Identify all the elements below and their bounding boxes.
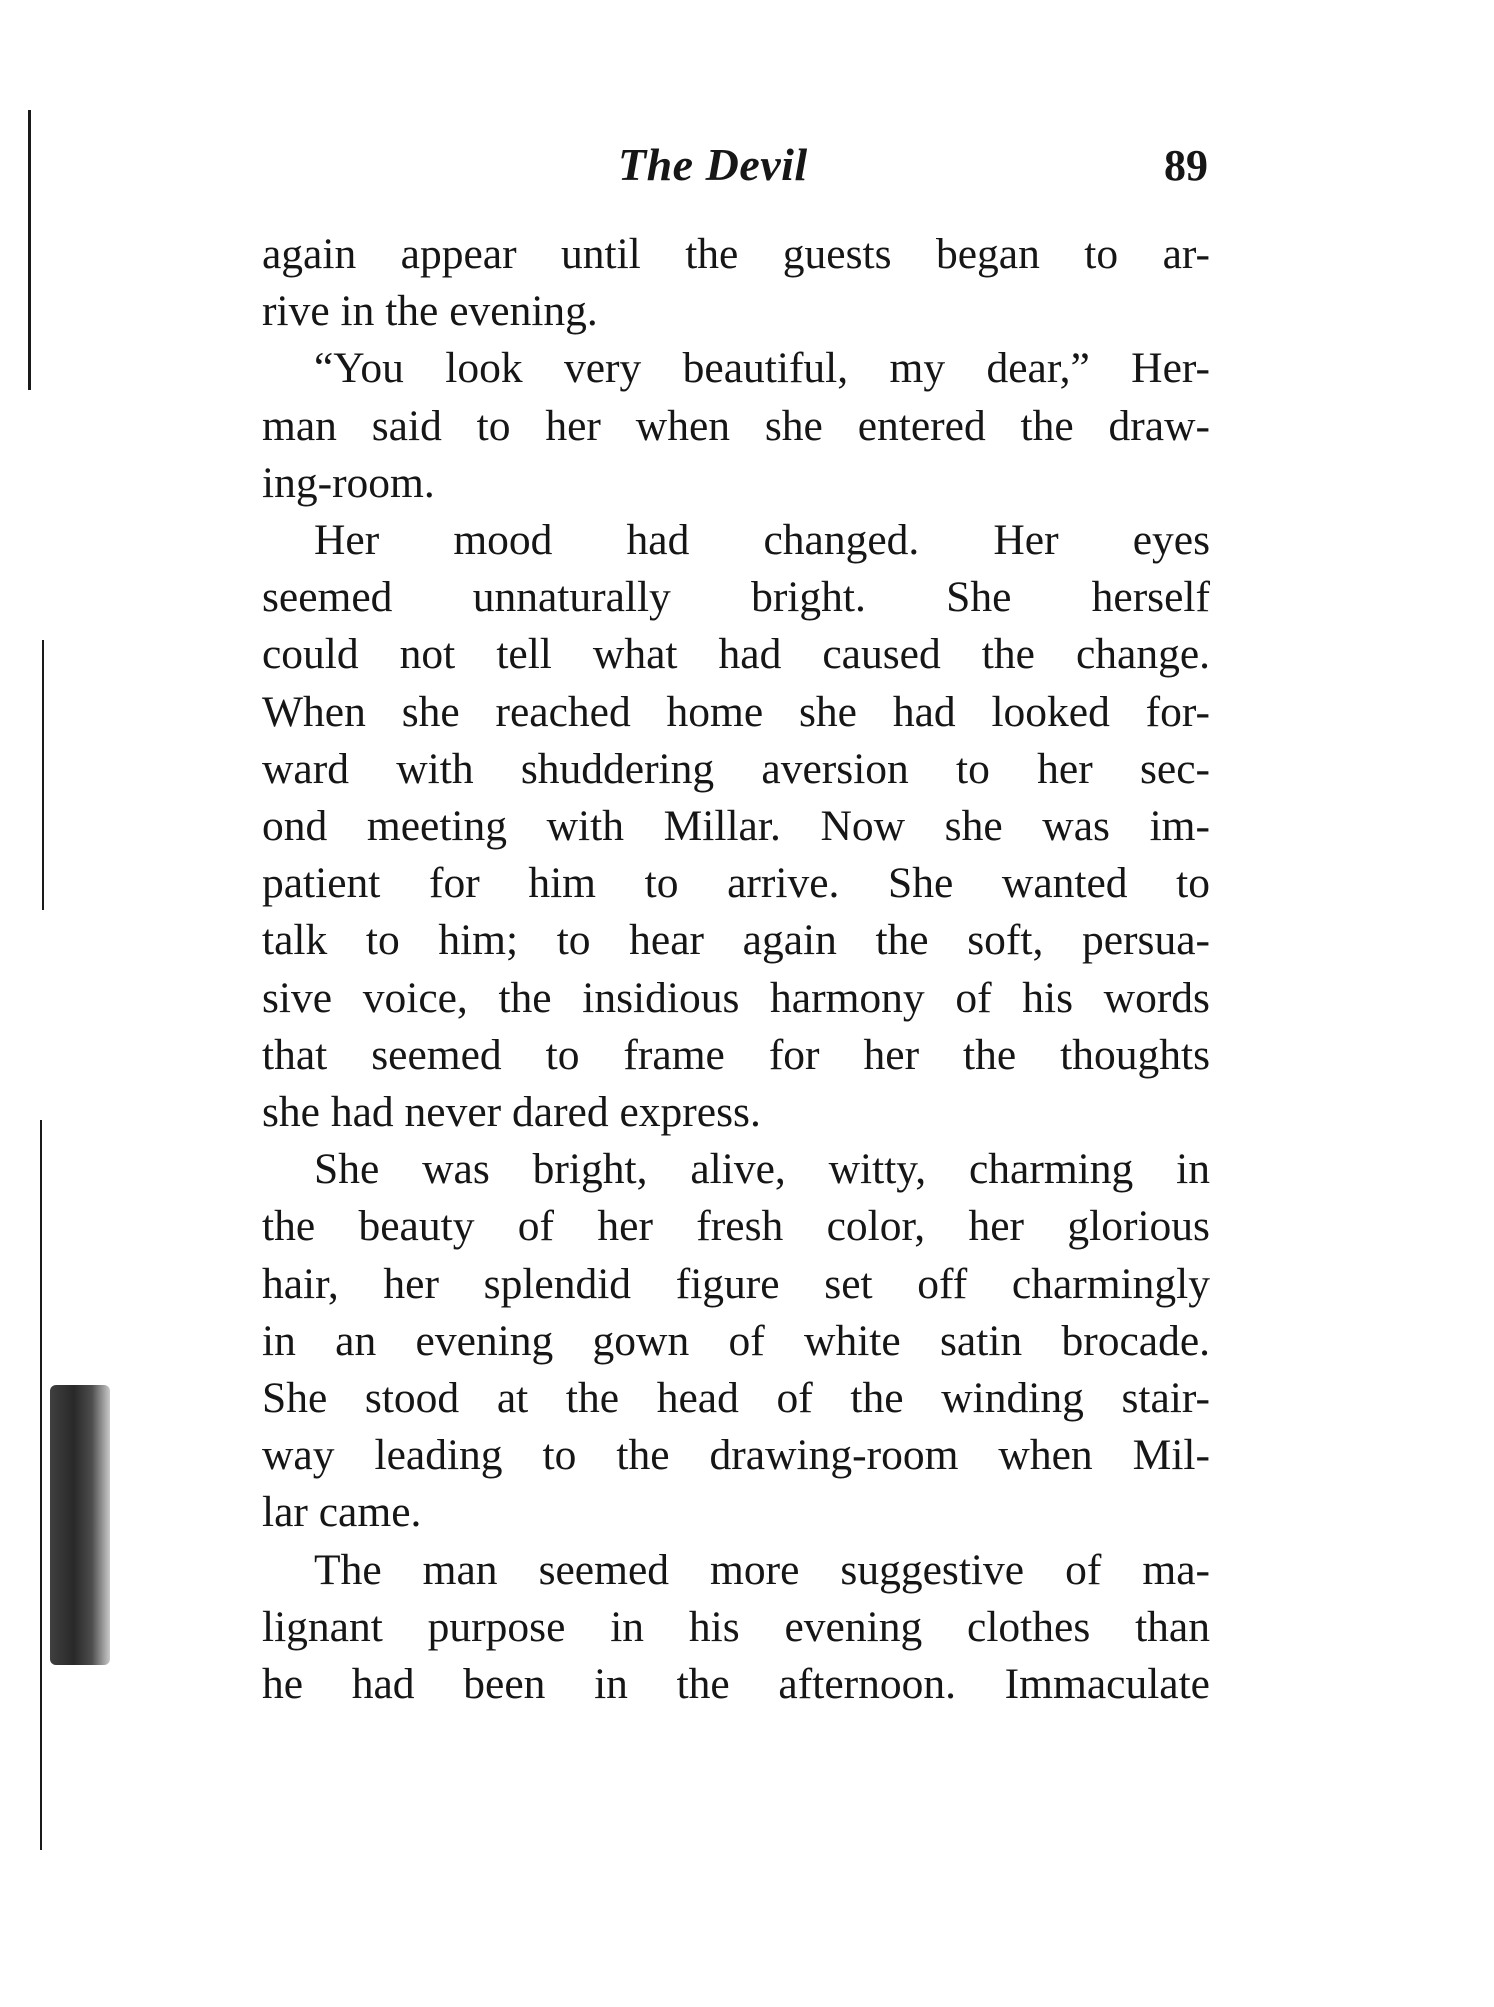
text-line: Her mood had changed. Her eyes: [314, 516, 1210, 565]
text-line: he had been in the afternoon. Immaculate: [262, 1660, 1210, 1709]
text-line: rive in the evening.: [262, 287, 598, 336]
text-line: could not tell what had caused the change.: [262, 630, 1210, 679]
text-line: lar came.: [262, 1488, 422, 1537]
text-line: ing-room.: [262, 458, 435, 507]
text-line: that seemed to frame for her the thoughts: [262, 1030, 1210, 1079]
text-line: ward with shuddering aversion to her sec-: [262, 744, 1210, 793]
text-line: She was bright, alive, witty, charming in: [314, 1145, 1210, 1194]
binding-edge-line-lower: [40, 1120, 42, 1850]
body-text: [262, 226, 1210, 1713]
paragraph-2: [262, 340, 1210, 512]
binding-edge-line-upper: [28, 110, 31, 390]
running-title: The Devil: [618, 139, 808, 190]
paragraph-4: [262, 1141, 1210, 1541]
text-line: hair, her splendid figure set off charmingly: [262, 1259, 1210, 1308]
text-line: When she reached home she had looked for-: [262, 687, 1210, 736]
text-line: seemed unnaturally bright. She herself: [262, 573, 1210, 622]
text-line: ond meeting with Millar. Now she was im-: [262, 802, 1210, 851]
paragraph-3: [262, 512, 1210, 1141]
text-line: She stood at the head of the winding stair-: [262, 1374, 1210, 1423]
text-line: sive voice, the insidious harmony of his words: [262, 973, 1210, 1022]
paragraph-1: [262, 226, 1210, 340]
text-line: patient for him to arrive. She wanted to: [262, 859, 1210, 908]
binding-edge-line-middle: [42, 640, 44, 910]
text-line: again appear until the guests began to ar-: [262, 230, 1210, 278]
text-line: “You look very beautiful, my dear,” Her-: [314, 344, 1210, 393]
text-line: man said to her when she entered the draw-: [262, 401, 1210, 450]
paragraph-5: [262, 1542, 1210, 1714]
text-line: the beauty of her fresh color, her glorious: [262, 1202, 1210, 1251]
page-number: 89: [1164, 141, 1208, 190]
text-line: The man seemed more suggestive of ma-: [314, 1545, 1210, 1594]
text-line: in an evening gown of white satin brocade.: [262, 1316, 1210, 1365]
text-line: she had never dared express.: [262, 1088, 761, 1137]
text-line: talk to him; to hear again the soft, persua-: [262, 916, 1210, 965]
page-header: [262, 138, 1212, 198]
text-line: lignant purpose in his evening clothes than: [262, 1602, 1210, 1651]
binding-shadow: [50, 1385, 110, 1665]
text-line: way leading to the drawing-room when Mil-: [262, 1431, 1210, 1480]
